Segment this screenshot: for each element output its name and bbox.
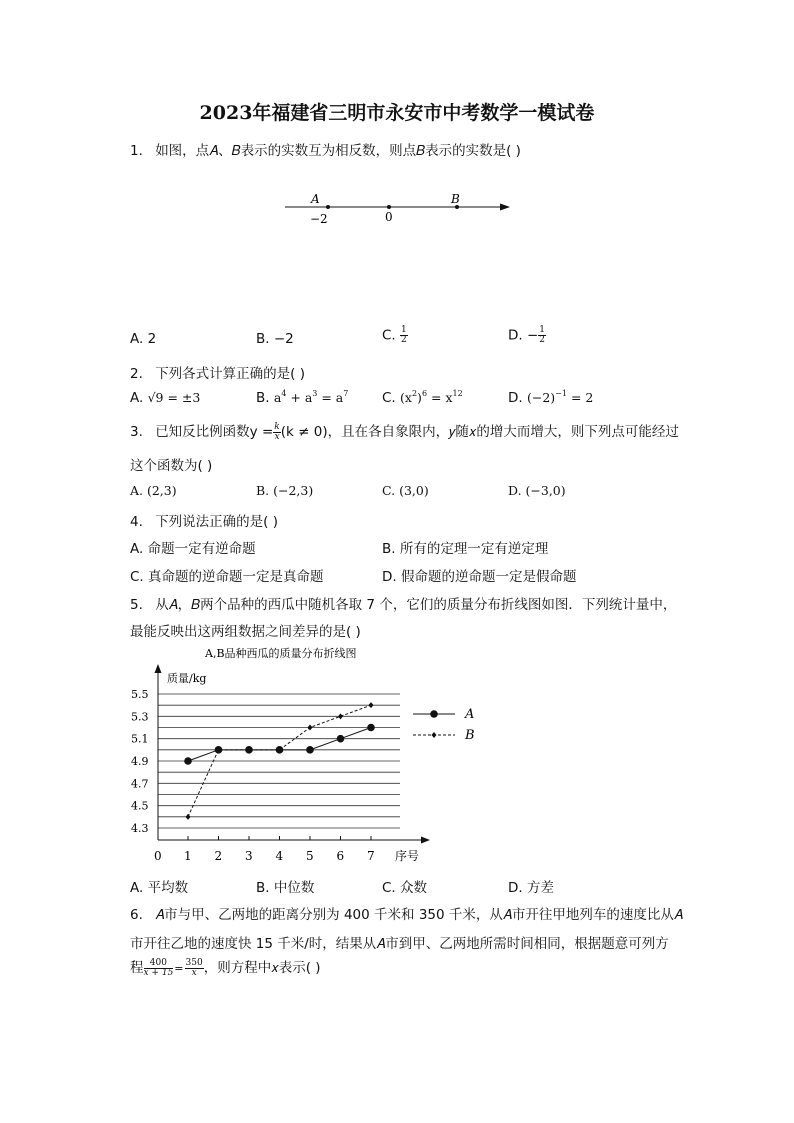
fraction-numerator: k — [274, 421, 280, 432]
legend-marker — [430, 710, 438, 718]
x-tick-label: 4 — [275, 849, 284, 863]
legend-label: A — [465, 707, 475, 722]
x-tick-label: 2 — [214, 849, 223, 863]
fraction-numerator: 1 — [539, 325, 546, 335]
point-origin — [387, 205, 391, 209]
q4-option-a[interactable]: A. 命题一定有逆命题 — [130, 541, 256, 557]
expr-part: = 2 — [566, 390, 594, 405]
equation-suffix: ，则方程中𝑥表示( ) — [203, 960, 321, 976]
x-tick-label: 7 — [367, 849, 375, 863]
question-number: 1. — [130, 143, 143, 159]
option-prefix: B. — [256, 390, 270, 406]
question-stem: 如图，点𝐴、𝐵表示的实数互为相反数，则点𝐵表示的实数是( ) — [155, 143, 521, 159]
question-6-equation — [130, 956, 321, 978]
expr-part: (−2) — [526, 390, 556, 405]
question-5 — [130, 593, 676, 613]
legend-label: B — [465, 728, 475, 743]
question-6-line2: 市开往乙地的速度快 15 千米/时，结果从𝐴市到甲、乙两地所需时间相同，根据题意可列方 — [130, 936, 669, 952]
point-A — [367, 724, 375, 732]
exponent: −1 — [555, 389, 567, 398]
point-B — [338, 713, 343, 719]
q1-option-a[interactable]: A. 2 — [130, 331, 157, 347]
fraction-denominator: x + 15 — [143, 967, 174, 978]
equation-prefix: 程 — [130, 960, 144, 976]
q1-option-b[interactable]: B. −2 — [256, 331, 294, 347]
expr-part: ) — [417, 390, 422, 405]
point-A — [337, 735, 345, 743]
y-tick-label: 5.1 — [131, 732, 149, 746]
q4-option-b[interactable]: B. 所有的定理一定有逆定理 — [382, 541, 549, 557]
legend-marker — [432, 732, 437, 738]
tick-label-0: 0 — [385, 210, 393, 224]
fraction-numerator: 1 — [401, 325, 407, 335]
question-number: 4. — [130, 514, 143, 530]
option-prefix: C. — [382, 327, 396, 344]
question-stem: 下列各式计算正确的是( ) — [155, 366, 306, 382]
fraction-denominator: 2 — [539, 335, 546, 345]
point-a — [326, 205, 330, 209]
q2-option-d[interactable] — [508, 390, 593, 406]
option-prefix: C. — [382, 390, 396, 406]
option-prefix: D. — [508, 390, 523, 406]
question-5-line2: 最能反映出这两组数据之间差异的是( ) — [130, 624, 361, 640]
expr-part: a — [273, 390, 282, 405]
q1-option-d[interactable] — [508, 326, 546, 345]
fraction-numerator: 350 — [185, 957, 203, 968]
number-line-arrow — [500, 204, 510, 211]
y-tick-label: 4.5 — [131, 799, 149, 813]
equals-sign: = — [174, 962, 184, 975]
q2-option-c[interactable] — [382, 390, 463, 406]
chart-origin-label: 0 — [154, 849, 162, 863]
y-tick-label: 5.3 — [131, 710, 149, 724]
fraction-numerator: 400 — [144, 959, 174, 969]
point-A — [306, 746, 314, 754]
expr-part: + a — [286, 390, 313, 405]
q5-option-c[interactable]: C. 众数 — [382, 880, 428, 896]
question-stem: 𝐴市与甲、乙两地的距离分别为 400 千米和 350 千米，从𝐴市开往甲地列车的速度比从𝐴 — [155, 907, 683, 923]
option-prefix: A. — [130, 390, 144, 406]
x-tick-label: 6 — [336, 849, 345, 863]
y-tick-label: 4.9 — [131, 755, 149, 768]
y-tick-label: 4.7 — [131, 777, 149, 791]
chart-xlabel: 序号 — [395, 849, 420, 863]
q5-option-b[interactable]: B. 中位数 — [256, 880, 315, 896]
series-A — [184, 724, 375, 765]
point-A — [184, 757, 192, 765]
question-4 — [130, 510, 278, 530]
exponent: 7 — [343, 389, 349, 398]
question-stem: 从𝐴，𝐵两个品种的西瓜中随机各取 7 个，它们的质量分布折线图如图．下列统计量中， — [155, 597, 677, 613]
x-tick-label: 3 — [245, 849, 253, 863]
question-number: 5. — [130, 597, 143, 613]
question-stem-a: 已知反比例函数y = — [155, 424, 274, 440]
question-3-line2: 这个函数为( ) — [130, 458, 213, 474]
legend-item-B — [413, 728, 475, 743]
point-B — [369, 702, 374, 708]
watermelon-line-chart — [125, 640, 505, 868]
q3-option-d[interactable]: D. (−3,0) — [508, 483, 566, 498]
page-title: 2023年福建省三明市永安市中考数学一模试卷 — [199, 102, 595, 124]
fraction-denominator: 2 — [401, 335, 407, 345]
q3-option-c[interactable]: C. (3,0) — [382, 483, 429, 498]
exponent: 3 — [312, 389, 318, 398]
q5-option-a[interactable]: A. 平均数 — [130, 880, 189, 896]
expr-part: = a — [317, 390, 344, 405]
question-6 — [130, 903, 683, 923]
label-a: A — [311, 192, 320, 206]
question-number: 3. — [130, 424, 143, 440]
fraction-denominator: x — [274, 431, 280, 442]
expr-part: = x — [427, 390, 453, 405]
exponent: 2 — [411, 389, 418, 398]
option-prefix: D. − — [508, 327, 539, 344]
x-tick-label: 5 — [306, 849, 314, 863]
x-axis-arrow — [421, 837, 430, 844]
chart-ylabel: 质量/kg — [167, 672, 207, 685]
question-number: 2. — [130, 366, 143, 382]
y-tick-label: 4.3 — [131, 822, 149, 835]
q5-option-d[interactable]: D. 方差 — [508, 880, 554, 896]
exponent: 12 — [452, 389, 463, 398]
question-2 — [130, 362, 305, 382]
tick-label-minus2: −2 — [310, 212, 328, 226]
question-stem-b: (k ≠ 0)，且在各自象限内，𝑦随𝑥的增大而增大，则下列点可能经过 — [280, 424, 679, 440]
option-expression: √9 = ±3 — [147, 390, 201, 405]
question-1 — [130, 139, 521, 159]
question-stem: 下列说法正确的是( ) — [155, 514, 279, 530]
y-tick-label: 5.5 — [131, 688, 149, 701]
q3-option-a[interactable]: A. (2,3) — [130, 483, 177, 498]
expr-part: (x — [400, 390, 412, 405]
label-b: B — [451, 192, 460, 206]
q2-option-b[interactable] — [256, 390, 348, 406]
chart-title: A,B品种西瓜的质量分布折线图 — [205, 647, 357, 660]
question-number: 6. — [130, 907, 143, 923]
legend-item-A — [413, 707, 474, 722]
exponent: 4 — [281, 389, 287, 398]
number-line-figure — [280, 188, 520, 228]
point-B — [308, 725, 313, 731]
q1-option-c[interactable] — [382, 326, 408, 345]
fraction-denominator: x — [191, 967, 197, 978]
q4-option-d[interactable]: D. 假命题的逆命题一定是假命题 — [382, 569, 577, 585]
question-3 — [130, 420, 679, 442]
q4-option-c[interactable]: C. 真命题的逆命题一定是真命题 — [130, 569, 324, 585]
y-axis-arrow — [155, 664, 162, 673]
q2-option-a[interactable] — [130, 390, 200, 406]
point-B — [186, 814, 191, 820]
q3-option-b[interactable]: B. (−2,3) — [256, 483, 314, 498]
exponent: 6 — [421, 389, 428, 398]
x-tick-label: 1 — [184, 849, 192, 863]
